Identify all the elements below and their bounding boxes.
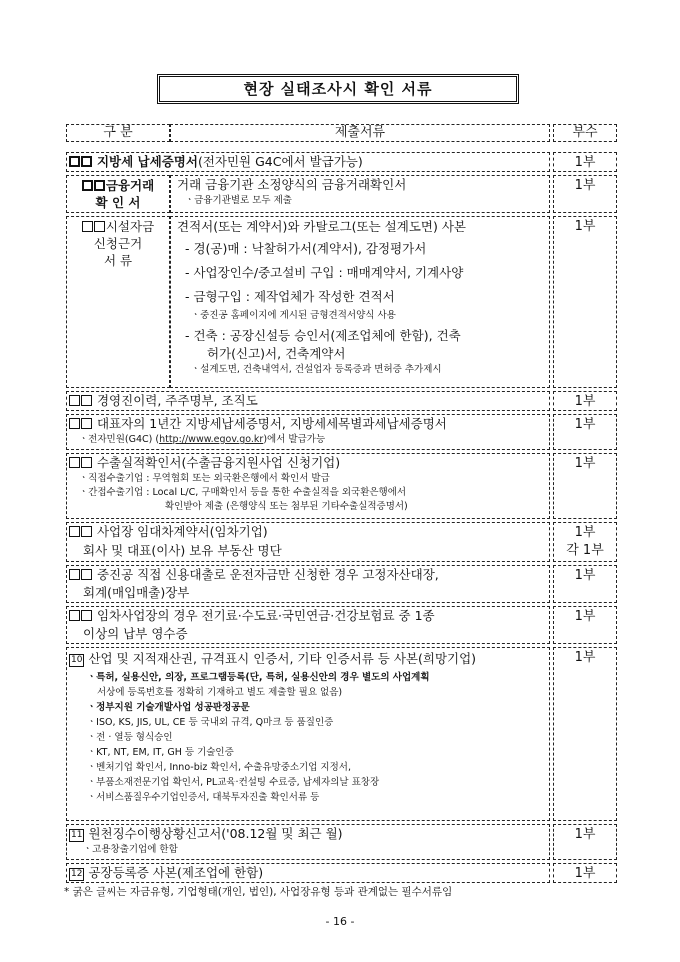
- checkbox-icon: [69, 526, 80, 537]
- checkbox-icon: [69, 395, 80, 406]
- row-number: 11: [71, 830, 83, 840]
- checkbox-icon: [69, 418, 80, 429]
- row-count: 1부: [553, 216, 617, 388]
- header-category: 구 분: [66, 124, 170, 142]
- table-row: [0, 824, 680, 860]
- row-docs: 수출실적확인서(수출금융지원사업 신청기업): [96, 455, 341, 470]
- checkbox-icon: [69, 610, 80, 621]
- table-row: [0, 565, 680, 603]
- row-docs: 견적서(또는 계약서)와 카탈로그(또는 설계도면) 사본: [177, 219, 466, 234]
- header-count: 부수: [553, 124, 617, 142]
- checkbox-icon: [94, 221, 105, 232]
- row-count: 1부: [553, 647, 617, 821]
- row-note: ㆍ특허, 실용신안, 의장, 프로그램등록(단, 특허, 실용신안의 경우 별도의 사업계획: [87, 672, 430, 683]
- table-row: [0, 391, 680, 411]
- row-item: - 경(공)매 : 낙찰허가서(계약서), 감정평가서: [185, 241, 427, 256]
- row-count: 1부: [553, 453, 617, 519]
- table-row: [0, 414, 680, 450]
- row-note: ㆍ직접수출기업 : 무역협회 또는 외국환은행에서 확인서 발급: [79, 473, 330, 484]
- row-category: 지방세 납세증명서: [96, 154, 198, 169]
- row-docs: 경영진이력, 주주명부, 조직도: [96, 393, 258, 408]
- row-docs: 대표자의 1년간 지방세납세증명서, 지방세세목별과세납세증명서: [96, 416, 447, 431]
- row-note: ㆍ벤처기업 확인서, Inno-biz 확인서, 수출유망중소기업 지정서,: [87, 762, 351, 773]
- checkbox-icon: [81, 156, 92, 167]
- table-row: [0, 152, 680, 172]
- row-count: 각 1부: [566, 543, 604, 558]
- checkbox-icon: [82, 180, 93, 191]
- row-number: 10: [71, 655, 83, 665]
- table-row: [0, 175, 680, 213]
- row-docs: 회사 및 대표(이사) 보유 부동산 명단: [83, 543, 282, 558]
- row-count: 1부: [553, 863, 617, 883]
- table-row: [0, 453, 680, 519]
- row-docs: (전자민원 G4C에서 발급가능): [197, 154, 363, 169]
- row-docs: 임차사업장의 경우 전기료·수도료·국민연금·건강보험료 중 1종: [96, 608, 435, 623]
- row-note: 확인받아 제출 (은행양식 또는 첨부된 기타수출실적증명서): [165, 501, 408, 512]
- row-note: ㆍ전자민원(G4C) (: [79, 434, 160, 445]
- row-note: ㆍ서비스품질우수기업인증서, 대북투자진출 확인서류 등: [87, 792, 320, 803]
- row-docs: 산업 및 지적재산권, 규격표시 인증서, 기타 인증서류 등 사본(희망기업): [88, 651, 477, 666]
- row-count: 1부: [553, 606, 617, 644]
- row-docs: 중진공 직접 신용대출로 운전자금만 신청한 경우 고정자산대장,: [96, 567, 439, 582]
- checkbox-icon: [81, 569, 92, 580]
- checkbox-icon: [81, 610, 92, 621]
- row-count: 1부: [553, 414, 617, 450]
- table-row: [0, 216, 680, 388]
- table-row: [0, 863, 680, 883]
- row-note: 서상에 등록번호를 정확히 기재하고 별도 제출할 필요 없음): [97, 687, 343, 698]
- row-item: 허가(신고)서, 건축계약서: [207, 346, 346, 361]
- row-docs: 공장등록증 사본(제조업에 한함): [88, 865, 264, 880]
- row-note: ㆍ중진공 홈페이지에 게시된 금형견적서양식 사용: [191, 310, 396, 321]
- row-docs: 사업장 임대차계약서(임차기업): [96, 524, 268, 539]
- row-count: 1부: [574, 525, 596, 540]
- page-title: 현장 실태조사시 확인 서류: [243, 80, 433, 98]
- row-category: 서 류: [103, 253, 133, 268]
- table-header: [0, 124, 680, 142]
- row-category: 신청근거: [93, 236, 143, 251]
- row-category: 확 인 서: [95, 195, 141, 210]
- row-docs: 거래 금융기관 소정양식의 금융거래확인서: [177, 177, 407, 192]
- row-item: - 건축 : 공장신설등 승인서(제조업체에 한함), 건축: [185, 328, 461, 343]
- row-item: - 금형구입 : 제작업체가 작성한 견적서: [185, 289, 395, 304]
- row-note: ㆍ정부지원 기술개발사업 성공판정공문: [87, 702, 250, 713]
- header-docs: 제출서류: [170, 124, 550, 142]
- checkbox-icon: [69, 569, 80, 580]
- checkbox-icon: [81, 457, 92, 468]
- checkbox-icon: [94, 180, 105, 191]
- row-note: ㆍ고용창출기업에 한함: [83, 844, 178, 855]
- row-category: 금융거래: [105, 178, 155, 193]
- row-note: ㆍKT, NT, EM, IT, GH 등 기술인증: [87, 747, 234, 758]
- row-number: 12: [71, 869, 83, 879]
- row-docs: 회계(매입매출)장부: [83, 585, 190, 600]
- row-note: ㆍ간접수출기업 : Local L/C, 구매확인서 등을 통한 수출실적을 외국환은행에서: [79, 487, 407, 498]
- checkbox-icon: [69, 457, 80, 468]
- row-docs: 이상의 납부 영수증: [83, 626, 188, 641]
- row-note: ㆍ부품소재전문기업 확인서, PL교육·컨설팅 수료증, 납세자의날 표창장: [87, 777, 380, 788]
- row-count: 1부: [553, 824, 617, 860]
- row-docs: 원천징수이행상황신고서('08.12월 및 최근 월): [88, 826, 343, 841]
- row-item: - 사업장인수/중고설비 구입 : 매매계약서, 기계사양: [185, 265, 464, 280]
- row-note: ㆍISO, KS, JIS, UL, CE 등 국내외 규격, Q마크 등 품질인증: [87, 717, 334, 728]
- checkbox-icon: [81, 526, 92, 537]
- table-row: [0, 606, 680, 644]
- row-note: )에서 발급가능: [263, 434, 326, 445]
- checkbox-icon: [81, 418, 92, 429]
- footnote: * 굵은 글씨는 자금유형, 기업형태(개인, 법인), 사업장유형 등과 관계없는 필수서류임: [64, 886, 453, 898]
- page-number: - 16 -: [325, 915, 355, 928]
- row-note: ㆍ금융기관별로 모두 제출: [185, 195, 292, 206]
- row-category: 시설자금: [105, 219, 155, 234]
- table-row: [0, 522, 680, 562]
- checkbox-icon: [81, 395, 92, 406]
- row-note: ㆍ전 · 열등 형식승인: [87, 732, 173, 743]
- title-box: [157, 74, 519, 104]
- row-count: 1부: [553, 565, 617, 603]
- checkbox-icon: [69, 156, 80, 167]
- row-note: ㆍ설계도면, 건축내역서, 건설업자 등록증과 면허증 추가제시: [191, 364, 442, 375]
- row-count: 1부: [553, 391, 617, 411]
- table-row: [0, 647, 680, 821]
- egov-link[interactable]: http://www.egov.go.kr: [159, 434, 264, 445]
- row-count: 1부: [553, 175, 617, 213]
- row-count: 1부: [553, 152, 617, 172]
- checkbox-icon: [82, 221, 93, 232]
